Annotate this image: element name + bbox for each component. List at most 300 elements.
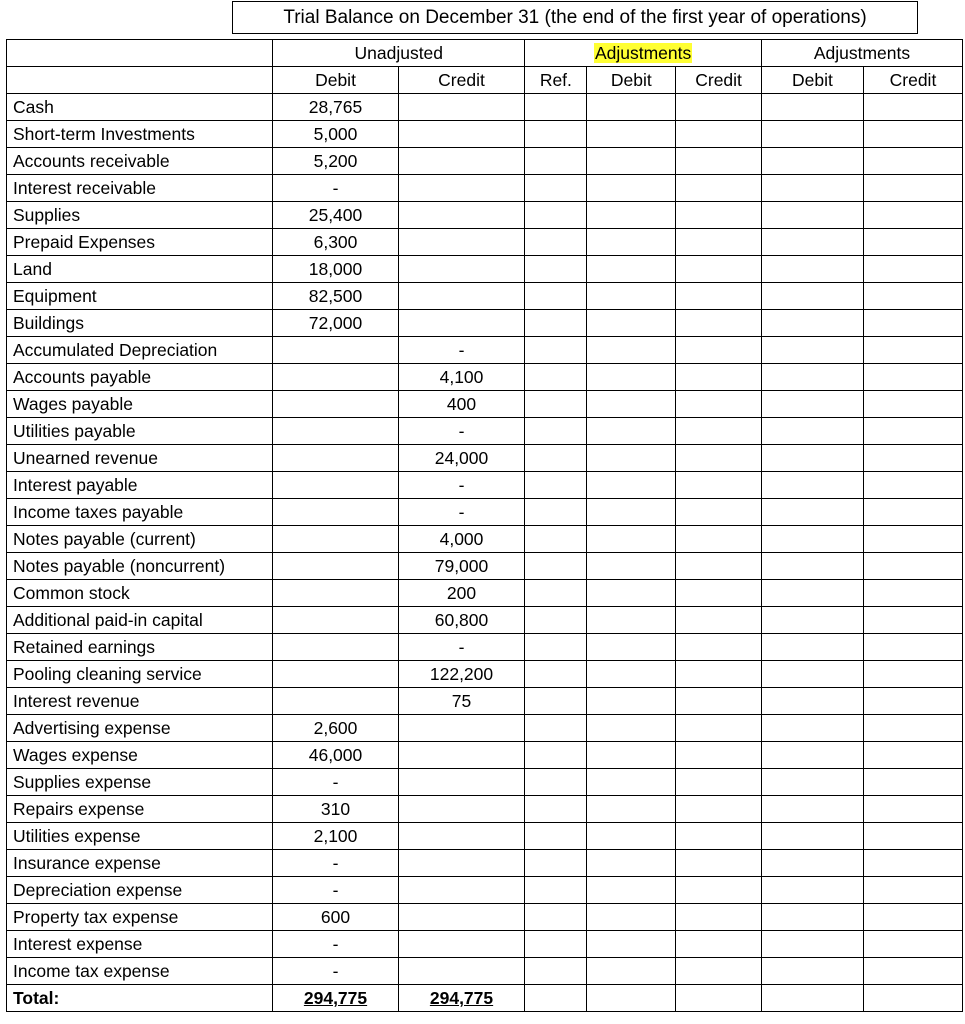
adjusted-credit xyxy=(863,742,962,769)
adjustment-credit xyxy=(676,796,762,823)
account-name: Unearned revenue xyxy=(7,445,273,472)
unadjusted-credit xyxy=(398,769,525,796)
adjustment-ref xyxy=(525,769,587,796)
unadjusted-credit: 24,000 xyxy=(398,445,525,472)
adjustment-ref xyxy=(525,175,587,202)
adjustment-ref xyxy=(525,958,587,985)
adjusted-debit xyxy=(761,850,863,877)
unadjusted-debit xyxy=(273,391,398,418)
adjustment-ref xyxy=(525,742,587,769)
header-debit: Debit xyxy=(587,67,676,94)
table-row xyxy=(7,391,963,418)
adjustment-debit xyxy=(587,769,676,796)
adjustment-ref xyxy=(525,688,587,715)
adjustment-ref xyxy=(525,148,587,175)
account-name: Depreciation expense xyxy=(7,877,273,904)
unadjusted-debit xyxy=(273,607,398,634)
account-name: Notes payable (current) xyxy=(7,526,273,553)
adjusted-credit xyxy=(863,283,962,310)
account-name: Interest payable xyxy=(7,472,273,499)
adjustment-debit xyxy=(587,661,676,688)
adjustment-credit xyxy=(676,769,762,796)
total-debit: 294,775 xyxy=(273,985,398,1012)
adjustment-credit xyxy=(676,742,762,769)
account-name: Equipment xyxy=(7,283,273,310)
unadjusted-debit xyxy=(273,472,398,499)
adjustment-ref xyxy=(525,796,587,823)
adjustment-ref xyxy=(525,877,587,904)
account-name: Supplies expense xyxy=(7,769,273,796)
table-row xyxy=(7,310,963,337)
adjustment-ref xyxy=(525,580,587,607)
adjusted-debit xyxy=(761,337,863,364)
unadjusted-debit xyxy=(273,364,398,391)
adjustment-credit xyxy=(676,283,762,310)
table-row xyxy=(7,688,963,715)
adjustment-debit xyxy=(587,931,676,958)
unadjusted-debit: 600 xyxy=(273,904,398,931)
table-row xyxy=(7,850,963,877)
adjusted-debit xyxy=(761,121,863,148)
account-name: Common stock xyxy=(7,580,273,607)
adjusted-credit xyxy=(863,985,962,1012)
unadjusted-credit: - xyxy=(398,499,525,526)
adjustment-ref xyxy=(525,904,587,931)
adjustment-credit xyxy=(676,688,762,715)
adjusted-credit xyxy=(863,256,962,283)
unadjusted-debit xyxy=(273,418,398,445)
adjustment-credit xyxy=(676,418,762,445)
adjusted-credit xyxy=(863,931,962,958)
adjustment-ref xyxy=(525,607,587,634)
adjusted-credit xyxy=(863,337,962,364)
account-name: Wages expense xyxy=(7,742,273,769)
unadjusted-debit: - xyxy=(273,931,398,958)
adjustment-debit xyxy=(587,715,676,742)
table-row xyxy=(7,94,963,121)
adjusted-debit xyxy=(761,823,863,850)
adjustment-debit xyxy=(587,364,676,391)
adjusted-credit xyxy=(863,445,962,472)
adjustment-credit xyxy=(676,715,762,742)
adjusted-debit xyxy=(761,175,863,202)
adjusted-debit xyxy=(761,526,863,553)
adjustment-debit xyxy=(587,526,676,553)
unadjusted-credit xyxy=(398,121,525,148)
unadjusted-credit xyxy=(398,715,525,742)
table-row xyxy=(7,931,963,958)
adjustment-ref xyxy=(525,283,587,310)
adjusted-credit xyxy=(863,202,962,229)
unadjusted-debit xyxy=(273,553,398,580)
table-row xyxy=(7,796,963,823)
unadjusted-credit xyxy=(398,958,525,985)
unadjusted-debit: 6,300 xyxy=(273,229,398,256)
adjustment-debit xyxy=(587,796,676,823)
adjusted-debit xyxy=(761,607,863,634)
adjusted-debit xyxy=(761,796,863,823)
adjustment-debit xyxy=(587,256,676,283)
table-row xyxy=(7,715,963,742)
adjustment-ref xyxy=(525,391,587,418)
unadjusted-debit: 46,000 xyxy=(273,742,398,769)
unadjusted-credit: 122,200 xyxy=(398,661,525,688)
unadjusted-credit xyxy=(398,256,525,283)
unadjusted-debit: - xyxy=(273,175,398,202)
unadjusted-debit: 2,600 xyxy=(273,715,398,742)
adjustment-credit xyxy=(676,256,762,283)
adjusted-credit xyxy=(863,229,962,256)
account-name: Supplies xyxy=(7,202,273,229)
adjusted-debit xyxy=(761,418,863,445)
adjustment-debit xyxy=(587,607,676,634)
unadjusted-credit xyxy=(398,94,525,121)
account-name: Insurance expense xyxy=(7,850,273,877)
adjustment-debit xyxy=(587,904,676,931)
adjustment-credit xyxy=(676,337,762,364)
header-row-columns xyxy=(7,67,963,94)
unadjusted-debit xyxy=(273,445,398,472)
header-credit: Credit xyxy=(398,67,525,94)
adjustment-credit xyxy=(676,229,762,256)
unadjusted-credit xyxy=(398,850,525,877)
account-name: Property tax expense xyxy=(7,904,273,931)
account-name: Buildings xyxy=(7,310,273,337)
adjustment-credit xyxy=(676,580,762,607)
table-row xyxy=(7,634,963,661)
adjustment-credit xyxy=(676,94,762,121)
adjustment-ref xyxy=(525,634,587,661)
account-name: Wages payable xyxy=(7,391,273,418)
adjustment-credit xyxy=(676,364,762,391)
header-credit: Credit xyxy=(863,67,962,94)
adjustment-ref xyxy=(525,661,587,688)
unadjusted-debit: 18,000 xyxy=(273,256,398,283)
table-row xyxy=(7,229,963,256)
unadjusted-credit: - xyxy=(398,418,525,445)
adjustment-credit xyxy=(676,634,762,661)
adjustment-debit xyxy=(587,499,676,526)
adjustment-credit xyxy=(676,985,762,1012)
table-row xyxy=(7,148,963,175)
unadjusted-credit: 4,000 xyxy=(398,526,525,553)
adjusted-credit xyxy=(863,796,962,823)
adjusted-credit xyxy=(863,391,962,418)
adjusted-debit xyxy=(761,229,863,256)
adjusted-debit xyxy=(761,310,863,337)
adjustment-debit xyxy=(587,688,676,715)
adjusted-credit xyxy=(863,769,962,796)
unadjusted-debit: 28,765 xyxy=(273,94,398,121)
adjusted-credit xyxy=(863,418,962,445)
unadjusted-credit: - xyxy=(398,634,525,661)
total-credit: 294,775 xyxy=(398,985,525,1012)
adjusted-debit xyxy=(761,391,863,418)
adjustment-ref xyxy=(525,850,587,877)
adjusted-credit xyxy=(863,499,962,526)
unadjusted-debit: 2,100 xyxy=(273,823,398,850)
unadjusted-debit: 72,000 xyxy=(273,310,398,337)
account-name: Retained earnings xyxy=(7,634,273,661)
adjusted-debit xyxy=(761,94,863,121)
adjustment-ref xyxy=(525,337,587,364)
account-name: Utilities expense xyxy=(7,823,273,850)
account-name: Interest expense xyxy=(7,931,273,958)
unadjusted-debit: - xyxy=(273,850,398,877)
account-name: Interest revenue xyxy=(7,688,273,715)
adjusted-debit xyxy=(761,958,863,985)
trial-balance-table xyxy=(6,39,963,1012)
adjustment-credit xyxy=(676,931,762,958)
adjusted-debit xyxy=(761,499,863,526)
unadjusted-credit: 4,100 xyxy=(398,364,525,391)
adjustment-ref xyxy=(525,931,587,958)
account-name: Land xyxy=(7,256,273,283)
table-row xyxy=(7,823,963,850)
adjusted-credit xyxy=(863,580,962,607)
adjusted-credit xyxy=(863,148,962,175)
adjustment-credit xyxy=(676,526,762,553)
adjusted-credit xyxy=(863,715,962,742)
adjustment-credit xyxy=(676,823,762,850)
account-name: Notes payable (noncurrent) xyxy=(7,553,273,580)
unadjusted-credit: 79,000 xyxy=(398,553,525,580)
total-row xyxy=(7,985,963,1012)
adjustment-credit xyxy=(676,472,762,499)
unadjusted-credit xyxy=(398,877,525,904)
adjusted-debit xyxy=(761,580,863,607)
page-title: Trial Balance on December 31 (the end of the first year of operations) xyxy=(232,1,918,34)
adjusted-debit xyxy=(761,985,863,1012)
adjusted-credit xyxy=(863,877,962,904)
adjustment-debit xyxy=(587,850,676,877)
adjustment-credit xyxy=(676,175,762,202)
unadjusted-credit xyxy=(398,175,525,202)
adjusted-credit xyxy=(863,175,962,202)
table-row xyxy=(7,202,963,229)
account-name: Income taxes payable xyxy=(7,499,273,526)
account-name: Short-term Investments xyxy=(7,121,273,148)
table-row xyxy=(7,958,963,985)
unadjusted-debit: - xyxy=(273,769,398,796)
adjustment-debit xyxy=(587,580,676,607)
unadjusted-debit xyxy=(273,634,398,661)
header-blank xyxy=(7,67,273,94)
account-name: Interest receivable xyxy=(7,175,273,202)
adjusted-credit xyxy=(863,310,962,337)
adjustment-credit xyxy=(676,553,762,580)
adjusted-debit xyxy=(761,634,863,661)
table-row xyxy=(7,175,963,202)
adjusted-credit xyxy=(863,688,962,715)
unadjusted-credit: - xyxy=(398,472,525,499)
header-credit: Credit xyxy=(676,67,762,94)
adjusted-credit xyxy=(863,526,962,553)
adjustment-ref xyxy=(525,553,587,580)
table-row xyxy=(7,472,963,499)
unadjusted-debit: 5,000 xyxy=(273,121,398,148)
unadjusted-debit: 82,500 xyxy=(273,283,398,310)
table-row xyxy=(7,580,963,607)
adjustment-debit xyxy=(587,283,676,310)
table-row xyxy=(7,256,963,283)
adjustment-credit xyxy=(676,877,762,904)
adjustment-debit xyxy=(587,472,676,499)
adjustment-ref xyxy=(525,310,587,337)
table-row xyxy=(7,526,963,553)
adjustment-credit xyxy=(676,445,762,472)
adjustment-debit xyxy=(587,175,676,202)
adjustment-ref xyxy=(525,499,587,526)
adjustment-credit xyxy=(676,661,762,688)
table-row xyxy=(7,121,963,148)
adjustment-credit xyxy=(676,121,762,148)
account-name: Accumulated Depreciation xyxy=(7,337,273,364)
adjusted-credit xyxy=(863,904,962,931)
unadjusted-credit xyxy=(398,823,525,850)
adjustment-debit xyxy=(587,742,676,769)
adjusted-debit xyxy=(761,445,863,472)
adjustment-ref xyxy=(525,418,587,445)
unadjusted-debit xyxy=(273,526,398,553)
account-name: Advertising expense xyxy=(7,715,273,742)
adjustment-debit xyxy=(587,634,676,661)
adjustment-credit xyxy=(676,958,762,985)
adjustment-ref xyxy=(525,985,587,1012)
table-row xyxy=(7,661,963,688)
total-label: Total: xyxy=(7,985,273,1012)
table-row xyxy=(7,283,963,310)
account-name: Accounts receivable xyxy=(7,148,273,175)
adjusted-credit xyxy=(863,94,962,121)
unadjusted-credit xyxy=(398,796,525,823)
adjusted-debit xyxy=(761,256,863,283)
account-name: Cash xyxy=(7,94,273,121)
header-unadjusted: Unadjusted xyxy=(273,40,525,67)
adjustment-ref xyxy=(525,256,587,283)
adjustment-debit xyxy=(587,337,676,364)
adjustment-credit xyxy=(676,499,762,526)
adjustment-debit xyxy=(587,148,676,175)
adjustment-debit xyxy=(587,229,676,256)
adjustment-debit xyxy=(587,391,676,418)
adjusted-credit xyxy=(863,958,962,985)
adjusted-debit xyxy=(761,364,863,391)
header-adjustments-highlight: Adjustments xyxy=(594,43,692,63)
adjusted-debit xyxy=(761,742,863,769)
unadjusted-credit xyxy=(398,310,525,337)
adjustment-ref xyxy=(525,445,587,472)
adjusted-debit xyxy=(761,904,863,931)
header-row-groups xyxy=(7,40,963,67)
adjusted-debit xyxy=(761,148,863,175)
adjusted-credit xyxy=(863,607,962,634)
adjustment-credit xyxy=(676,202,762,229)
unadjusted-debit: 25,400 xyxy=(273,202,398,229)
account-name: Prepaid Expenses xyxy=(7,229,273,256)
adjusted-debit xyxy=(761,715,863,742)
header-debit: Debit xyxy=(761,67,863,94)
unadjusted-debit xyxy=(273,499,398,526)
table-row xyxy=(7,553,963,580)
header-adjustments xyxy=(525,40,762,67)
adjusted-credit xyxy=(863,823,962,850)
unadjusted-credit: 75 xyxy=(398,688,525,715)
table-row xyxy=(7,769,963,796)
adjustment-ref xyxy=(525,202,587,229)
unadjusted-debit xyxy=(273,688,398,715)
header-ref: Ref. xyxy=(525,67,587,94)
adjustment-credit xyxy=(676,850,762,877)
header-adjusted: Adjustments xyxy=(761,40,962,67)
adjustment-debit xyxy=(587,202,676,229)
unadjusted-debit: - xyxy=(273,877,398,904)
table-row xyxy=(7,445,963,472)
header-debit: Debit xyxy=(273,67,398,94)
adjusted-debit xyxy=(761,688,863,715)
account-name: Repairs expense xyxy=(7,796,273,823)
unadjusted-credit xyxy=(398,742,525,769)
adjustment-ref xyxy=(525,715,587,742)
unadjusted-credit xyxy=(398,904,525,931)
adjustment-debit xyxy=(587,121,676,148)
unadjusted-debit: 310 xyxy=(273,796,398,823)
adjusted-debit xyxy=(761,769,863,796)
unadjusted-credit: 400 xyxy=(398,391,525,418)
unadjusted-credit: 60,800 xyxy=(398,607,525,634)
adjustment-debit xyxy=(587,445,676,472)
account-name: Additional paid-in capital xyxy=(7,607,273,634)
adjustment-debit xyxy=(587,553,676,580)
adjusted-debit xyxy=(761,202,863,229)
unadjusted-credit xyxy=(398,931,525,958)
adjustment-debit xyxy=(587,985,676,1012)
unadjusted-credit xyxy=(398,202,525,229)
adjustment-credit xyxy=(676,148,762,175)
adjusted-debit xyxy=(761,931,863,958)
adjusted-credit xyxy=(863,364,962,391)
unadjusted-debit xyxy=(273,580,398,607)
table-row xyxy=(7,742,963,769)
adjusted-debit xyxy=(761,553,863,580)
adjustment-ref xyxy=(525,526,587,553)
unadjusted-debit xyxy=(273,337,398,364)
adjustment-credit xyxy=(676,607,762,634)
account-name: Income tax expense xyxy=(7,958,273,985)
unadjusted-debit: 5,200 xyxy=(273,148,398,175)
account-name: Utilities payable xyxy=(7,418,273,445)
adjusted-credit xyxy=(863,472,962,499)
adjustment-credit xyxy=(676,310,762,337)
account-name: Accounts payable xyxy=(7,364,273,391)
table-row xyxy=(7,418,963,445)
adjusted-credit xyxy=(863,850,962,877)
unadjusted-credit xyxy=(398,148,525,175)
adjustment-ref xyxy=(525,229,587,256)
adjusted-credit xyxy=(863,121,962,148)
adjustment-credit xyxy=(676,904,762,931)
adjusted-credit xyxy=(863,661,962,688)
adjustment-debit xyxy=(587,877,676,904)
adjustment-ref xyxy=(525,121,587,148)
adjusted-debit xyxy=(761,472,863,499)
adjustment-credit xyxy=(676,391,762,418)
adjusted-credit xyxy=(863,553,962,580)
unadjusted-credit xyxy=(398,229,525,256)
adjustment-debit xyxy=(587,418,676,445)
table-row xyxy=(7,904,963,931)
table-row xyxy=(7,364,963,391)
